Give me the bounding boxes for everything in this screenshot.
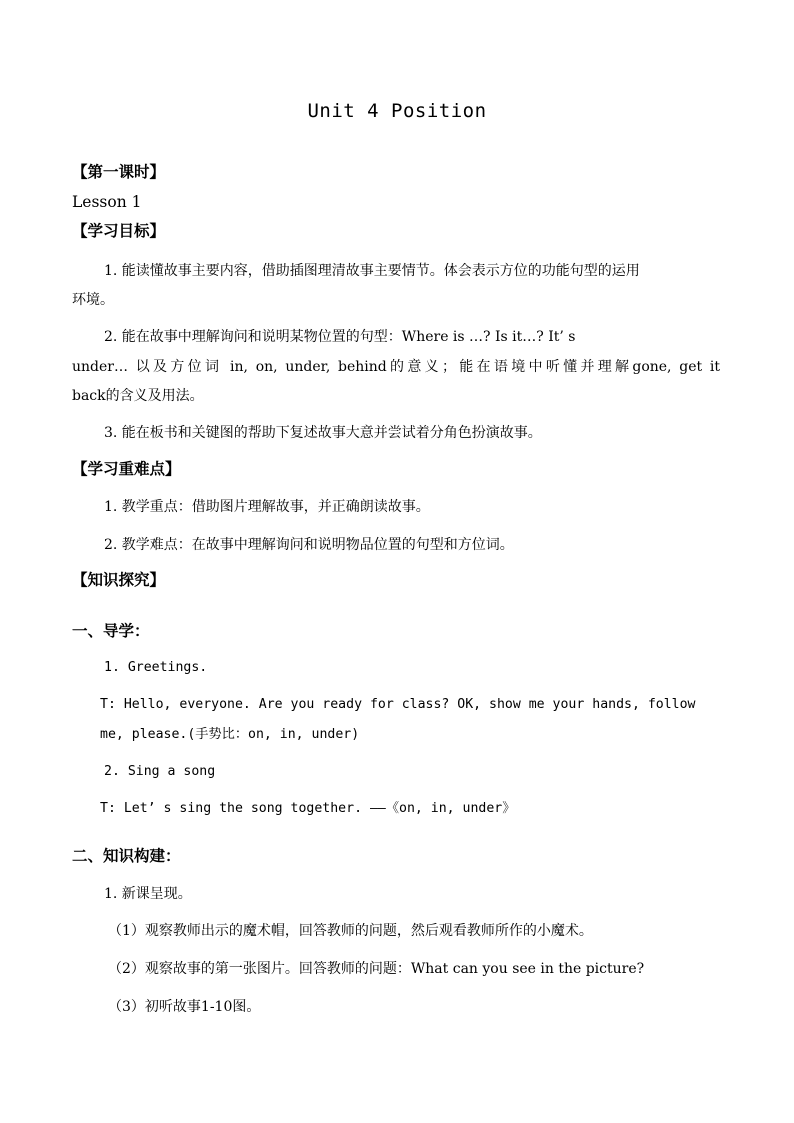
objective-2-line-1: 2. 能在故事中理解询问和说明某物位置的句型：Where is …? Is it…? It’ s [104,329,576,345]
objective-3: 3. 能在板书和关键图的帮助下复述故事大意并尝试着分角色扮演故事。 [104,425,542,441]
section-2-heading: 二、知识构建： [72,846,181,865]
lesson-header: 【第一课时】 [72,162,166,181]
dialogue-1-line-1: T: Hello, everyone. Are you ready for class? OK, show me your hands, follow [100,697,696,712]
section-2-item-1: 1. 新课呈现。 [104,886,192,902]
section-1-heading: 一、导学： [72,621,150,640]
page-title: Unit 4 Position [307,100,487,122]
section-1-item-1: 1. Greetings. [104,660,208,675]
section-2-sub-1: （1）观察教师出示的魔术帽，回答教师的问题，然后观看教师所作的小魔术。 [108,923,593,939]
dialogue-2: T: Let’ s sing the song together. ——《on, in, under》 [100,801,516,816]
lesson-name: Lesson 1 [72,193,142,211]
objective-2-line-2: under… 以及方位词 in, on, under, behind的意义；能在语境中听懂并理解gone, get it [72,359,720,375]
key-points-heading: 【学习重难点】 [72,459,181,478]
section-2-sub-3: （3）初听故事1-10图。 [108,999,261,1015]
exploration-heading: 【知识探究】 [72,570,166,589]
key-point-2: 2. 教学难点：在故事中理解询问和说明物品位置的句型和方位词。 [104,537,514,553]
objectives-heading: 【学习目标】 [72,221,166,240]
section-1-item-2: 2. Sing a song [104,764,216,779]
key-point-1: 1. 教学重点：借助图片理解故事，并正确朗读故事。 [104,499,430,515]
objective-2-line-3: back的含义及用法。 [72,388,204,404]
dialogue-1-line-2: me, please.(手势比：on, in, under) [100,727,360,742]
section-2-sub-2: （2）观察故事的第一张图片。回答教师的问题：What can you see in the picture? [108,961,645,977]
objective-1-line-2: 环境。 [72,292,114,308]
objective-1-line-1: 1. 能读懂故事主要内容，借助插图理清故事主要情节。体会表示方位的功能句型的运用 [104,263,640,279]
